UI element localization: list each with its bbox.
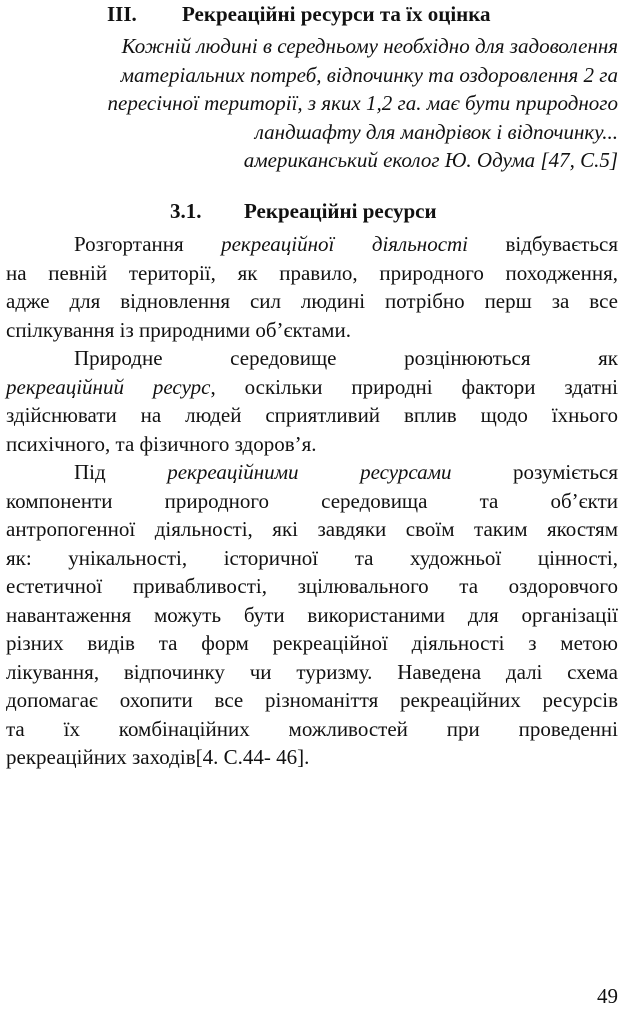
page-number: 49 [597, 984, 618, 1008]
text-run: розуміється [451, 460, 619, 484]
paragraph-1-line: адже для відновлення сил людині потрібно перш за все [6, 289, 618, 313]
italic-term: рекреаційними ресурсами [167, 460, 452, 484]
italic-term: рекреаційної діяльності [221, 232, 469, 256]
paragraph-3-line [6, 458, 618, 487]
body-text [6, 230, 618, 772]
paragraph-2-line [6, 373, 618, 402]
text-run: Під [74, 460, 168, 484]
paragraph-2-line: психічного, та фізичного здоров’я. [6, 431, 317, 456]
paragraph-2-line: здійснювати на людей сприятливий вплив щодо їхнього [6, 403, 618, 427]
paragraph-3-line: як: унікальності, історичної та художньої цінності, [6, 545, 618, 570]
paragraph-1-line: на певній території, як правило, природного походження, [6, 260, 618, 285]
text-run: , оскільки природні фактори здатні [210, 374, 618, 399]
paragraph-3-line: різних видів та форм рекреаційної діяльності з метою [6, 631, 618, 655]
chapter-number: III. [107, 2, 137, 26]
paragraph-1-line [6, 230, 618, 259]
paragraph-3-line: допомагає охопити все різноманіття рекреаційних ресурсів [6, 688, 618, 712]
italic-term: рекреаційний ресурс [6, 374, 211, 399]
section-title-text: Рекреаційні ресурси [244, 199, 437, 223]
paragraph-3-line: лікування, відпочинку чи туризму. Наведена далі схема [6, 659, 618, 684]
epigraph-line: Кожній людині в середньому необхідно для задоволення [121, 34, 618, 58]
document-page [6, 0, 618, 1017]
paragraph-3-line: естетичної привабливості, зцілювального та оздоровчого [6, 574, 618, 598]
paragraph-3-line: та їх комбінаційних можливостей при проведенні [6, 716, 618, 741]
epigraph-attribution: американський еколог Ю. Одума [47, С.5] [243, 148, 618, 172]
text-run: Розгортання [74, 232, 222, 256]
section-heading [6, 197, 618, 227]
epigraph-line: пересічної території, з яких 1,2 га. має бути природного [107, 91, 618, 115]
paragraph-3-line: рекреаційних заходів[4. С.44- 46]. [6, 745, 310, 769]
text-run: відбувається [468, 232, 618, 256]
paragraph-2-line: Природне середовище розцінюються як [74, 346, 618, 370]
paragraph-3-line: навантаження можуть бути використаними для організації [6, 602, 618, 627]
epigraph [6, 32, 618, 175]
section-number: 3.1. [170, 199, 202, 223]
paragraph-3-line: компоненти природного середовища та об’єкти [6, 488, 618, 513]
epigraph-line: матеріальних потреб, відпочинку та оздоровлення 2 га [120, 62, 618, 87]
epigraph-line: ландшафту для мандрівок і відпочинку... [254, 119, 618, 144]
chapter-heading [6, 0, 618, 32]
paragraph-1-line: спілкування із природними об’єктами. [6, 317, 351, 342]
paragraph-3-line: антропогенної діяльності, які завдяки своїм таким якостям [6, 517, 618, 541]
chapter-title-text: Рекреаційні ресурси та їх оцінка [182, 2, 491, 26]
